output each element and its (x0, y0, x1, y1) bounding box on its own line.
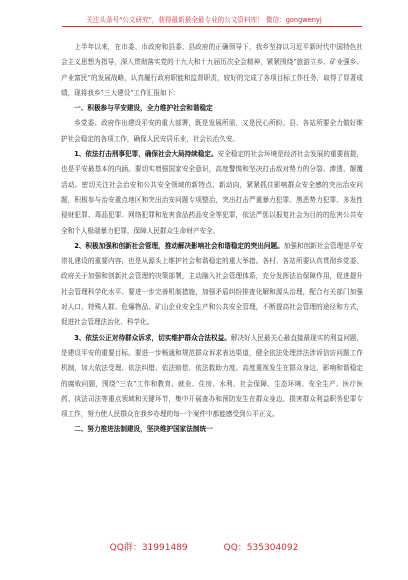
paragraph-lead: 3、依法公正对待群众诉求，切实维护群众合法权益。 (74, 333, 231, 342)
paragraph-text: 二、努力推进法制建设，坚决维护国家法制统一 (74, 425, 213, 434)
body-paragraph (61, 331, 363, 423)
paragraph-text: 解决好人民最关心最直接最现实的利益问题，是建设平安的重要目标。要进一步畅通和规范群众诉求表达渠道，健全依法处理涉法涉诉信访问题工作机制，加大依法受理、依法纠错、依法赔偿、依法救助力度。高度重视发生在群众身边、影响和谐稳定的腐败问题，围绕“三农”工作和教育、就业、住房、水利、社会保障、生态环境、安全生产、医疗医药、执法司法等重点领域和关键环节，集中开展查办和预防发生在群众身边、损害群众利益职务犯罪专项工作，努力使人民群众在我乡办理的每一个案件中都能感受到公平正义。 (61, 333, 364, 419)
paragraph-text: 安全稳定的社会环境是经济社会发展的重要前提，也是平安最基本的内涵。要切实增强国家安全意识，高度警惕和坚决打击敌对势力的分裂、渗透、颠覆活动。密切关注社会治安和公共安全领域的新特点、新动向，紧紧抓住影响群众安全感的突出治安问题，积极参与治安重点地区和突出治安问题专项整治，突出打击严重暴力犯罪、黑恶势力犯罪、多发性侵财犯罪、毒品犯罪、网络犯罪和危害食品药品安全等犯罪，依法严惩以报复社会为目的的危害公共安全和个人极端暴力犯罪，保障人民群众生命财产安全。 (61, 150, 364, 235)
paragraph-text: 乡党委、政府作出建设平安的重大部署，既是发展所需，又是民心所盼。县、各站所要全力做好维护社会稳定的各项工作，确保人民安居乐业，社会长治久安。 (61, 119, 363, 143)
header-divider (62, 26, 362, 27)
paragraph-text: 加强和创新社会管理是平安崇礼建设的重要内容，也是从源头上维护社会和谐稳定的重大举措。各村、各站所要认真贯彻乡党委、政府关于加强和创新社会管理的决策部署，主动融入社会管理体系，充分发挥法治保障作用，促进提升社会管理科学化水平。要进一步完善机制措施，加强矛盾纠纷排查化解和源头治理，配合有关部门加强对人口、特殊人群、危爆物品、矿山企业安全生产和公共安全管理，不断提高社会管理的途径和方式，促进社会管理法治化、科学化。 (61, 241, 364, 327)
body-paragraph (61, 40, 363, 101)
footer-qq-group: QQ群：31991489 (109, 543, 188, 553)
body-paragraph (61, 116, 363, 147)
footer (0, 540, 408, 553)
paragraph-text: 上半年以来，在市委、市政府和县委、县政府的正确领导下，我乡坚持以习近平新时代中国特色社会主义思想为指导，深入贯彻落实党的十九大和十九届历次全会精神，紧紧围绕“旅游立乡、矿业强乡、产业富民”的发展战略，认真履行政府职能和监督职责，较好的完成了各项目标工作任务，取得了显著成绩，现将我乡“三大建设”工作汇报如下： (61, 43, 363, 97)
footer-qq: QQ：535304092 (223, 543, 299, 553)
section-heading (61, 422, 363, 437)
paragraph-lead: 2、积极加强和创新社会管理，推动解决影响社会和谐稳定的突出问题。 (74, 241, 284, 250)
document-body (61, 40, 363, 438)
header-notice: 关注头条号"公文研究"，获得最新最全最专业的公文资料库！ 微信：gongwenyj (86, 16, 322, 24)
body-paragraph (61, 147, 363, 239)
section-heading (61, 101, 363, 116)
paragraph-text: 一、积极参与平安建设，全力维护社会和谐稳定 (74, 104, 213, 113)
paragraph-lead: 1、依法打击刑事犯罪，确保社会大局持续稳定。 (74, 150, 218, 159)
body-paragraph (61, 239, 363, 331)
